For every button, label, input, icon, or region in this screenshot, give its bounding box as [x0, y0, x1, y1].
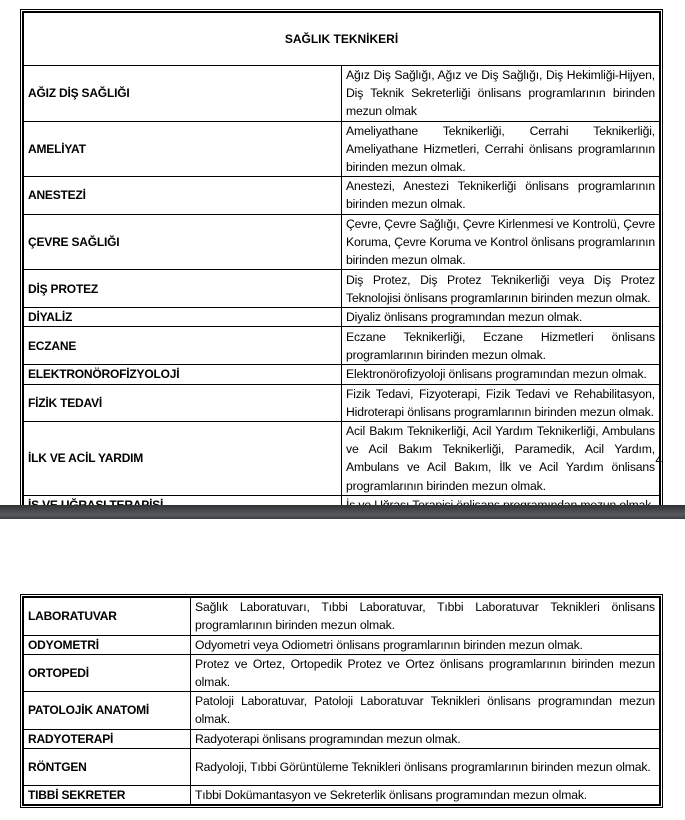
specialty-requirement: Tıbbi Dokümantasyon ve Sekreterlik önlisans programından mezun olmak.: [191, 785, 661, 805]
specialty-name: ODYOMETRİ: [23, 635, 191, 654]
table-row: [23, 729, 660, 748]
specialty-name: AĞIZ DİŞ SAĞLIĞI: [23, 66, 342, 122]
page-separator: [0, 505, 685, 519]
specialty-requirement: Fizik Tedavi, Fizyoterapi, Fizik Tedavi ve Rehabilitasyon, Hidroterapi önlisans programlarının birinden mezun olmak.: [342, 384, 661, 421]
specialty-name: LABORATUVAR: [23, 597, 191, 635]
requirements-table-frame-top: [20, 9, 663, 518]
table-row: [23, 270, 660, 308]
specialty-name: ANESTEZİ: [23, 177, 342, 214]
table-row: [23, 66, 660, 122]
specialty-name: TIBBİ SEKRETER: [23, 785, 191, 805]
table-row: [23, 654, 660, 691]
table-row: [23, 327, 660, 365]
specialty-name: PATOLOJİK ANATOMİ: [23, 692, 191, 729]
table-row: [23, 597, 660, 635]
specialty-requirement: Elektronörofizyoloji önlisans programından mezun olmak.: [342, 365, 661, 384]
specialty-requirement: Radyoloji, Tıbbi Görüntüleme Teknikleri önlisans programlarının birinden mezun olmak.: [191, 748, 661, 785]
table-row: [23, 177, 660, 214]
table-row: [23, 422, 660, 496]
specialty-requirement: Diyaliz önlisans programından mezun olmak.: [342, 308, 661, 327]
specialty-requirement: Ağız Diş Sağlığı, Ağız ve Diş Sağlığı, Diş Hekimliği-Hijyen, Diş Teknik Sekreterliği önlisans programlarının birinden mezun olmak: [342, 66, 661, 122]
table-row: [23, 384, 660, 421]
specialty-requirement: Odyometri veya Odiometri önlisans programlarının birinden mezun olmak.: [191, 635, 661, 654]
specialty-requirement: Protez ve Ortez, Ortopedik Protez ve Ortez önlisans programlarının birinden mezun olmak.: [191, 654, 661, 691]
table-row: [23, 365, 660, 384]
specialty-requirement: Ameliyathane Teknikerliği, Cerrahi Teknikerliği, Ameliyathane Hizmetleri, Cerrahi önlisans programlarının birinden mezun olmak.: [342, 121, 661, 177]
specialty-name: ÇEVRE SAĞLIĞI: [23, 214, 342, 270]
requirements-table-frame-bottom: [20, 594, 663, 808]
specialty-name: RÖNTGEN: [23, 748, 191, 785]
requirements-table-bottom: [22, 596, 661, 806]
specialty-requirement: Acil Bakım Teknikerliği, Acil Yardım Teknikerliği, Ambulans ve Acil Bakım Teknikerliği, Paramedik, Acil Yardım, Ambulans ve Acil Bakım, İlk ve Acil Yardım önlisans programlarının birinden mezun olmak.: [342, 422, 661, 496]
specialty-name: RADYOTERAPİ: [23, 729, 191, 748]
table-title: SAĞLIK TEKNİKERİ: [23, 12, 660, 66]
specialty-name: FİZİK TEDAVİ: [23, 384, 342, 421]
specialty-requirement: Anestezi, Anestezi Teknikerliği önlisans programlarının birinden mezun olmak.: [342, 177, 661, 214]
specialty-requirement: Diş Protez, Diş Protez Teknikerliği veya Diş Protez Teknolojisi önlisans programlarının birinden mezun olmak.: [342, 270, 661, 308]
table-row: [23, 748, 660, 785]
specialty-requirement: Çevre, Çevre Sağlığı, Çevre Kirlenmesi ve Kontrolü, Çevre Koruma, Çevre Koruma ve Kontrol önlisans programlarının birinden mezun olmak.: [342, 214, 661, 270]
table-row: [23, 785, 660, 805]
specialty-name: ECZANE: [23, 327, 342, 365]
table-row: [23, 214, 660, 270]
table-row: [23, 692, 660, 729]
page-number: 4: [655, 453, 662, 467]
specialty-requirement: Sağlık Laboratuvarı, Tıbbi Laboratuvar, Tıbbi Laboratuvar Teknikleri önlisans programlarının birinden mezun olmak.: [191, 597, 661, 635]
table-title-row: [23, 12, 660, 66]
table-row: [23, 121, 660, 177]
specialty-name: DİYALİZ: [23, 308, 342, 327]
specialty-requirement: Eczane Teknikerliği, Eczane Hizmetleri önlisans programlarının birinden mezun olmak.: [342, 327, 661, 365]
requirements-table-top: [22, 11, 661, 516]
table-row: [23, 635, 660, 654]
specialty-name: DİŞ PROTEZ: [23, 270, 342, 308]
specialty-requirement: Radyoterapi önlisans programından mezun olmak.: [191, 729, 661, 748]
table-row: [23, 308, 660, 327]
specialty-name: İLK VE ACİL YARDIM: [23, 422, 342, 496]
specialty-name: ELEKTRONÖROFİZYOLOJİ: [23, 365, 342, 384]
specialty-requirement: Patoloji Laboratuvar, Patoloji Laboratuvar Teknikleri önlisans programından mezun olmak.: [191, 692, 661, 729]
specialty-name: AMELİYAT: [23, 121, 342, 177]
specialty-name: ORTOPEDİ: [23, 654, 191, 691]
